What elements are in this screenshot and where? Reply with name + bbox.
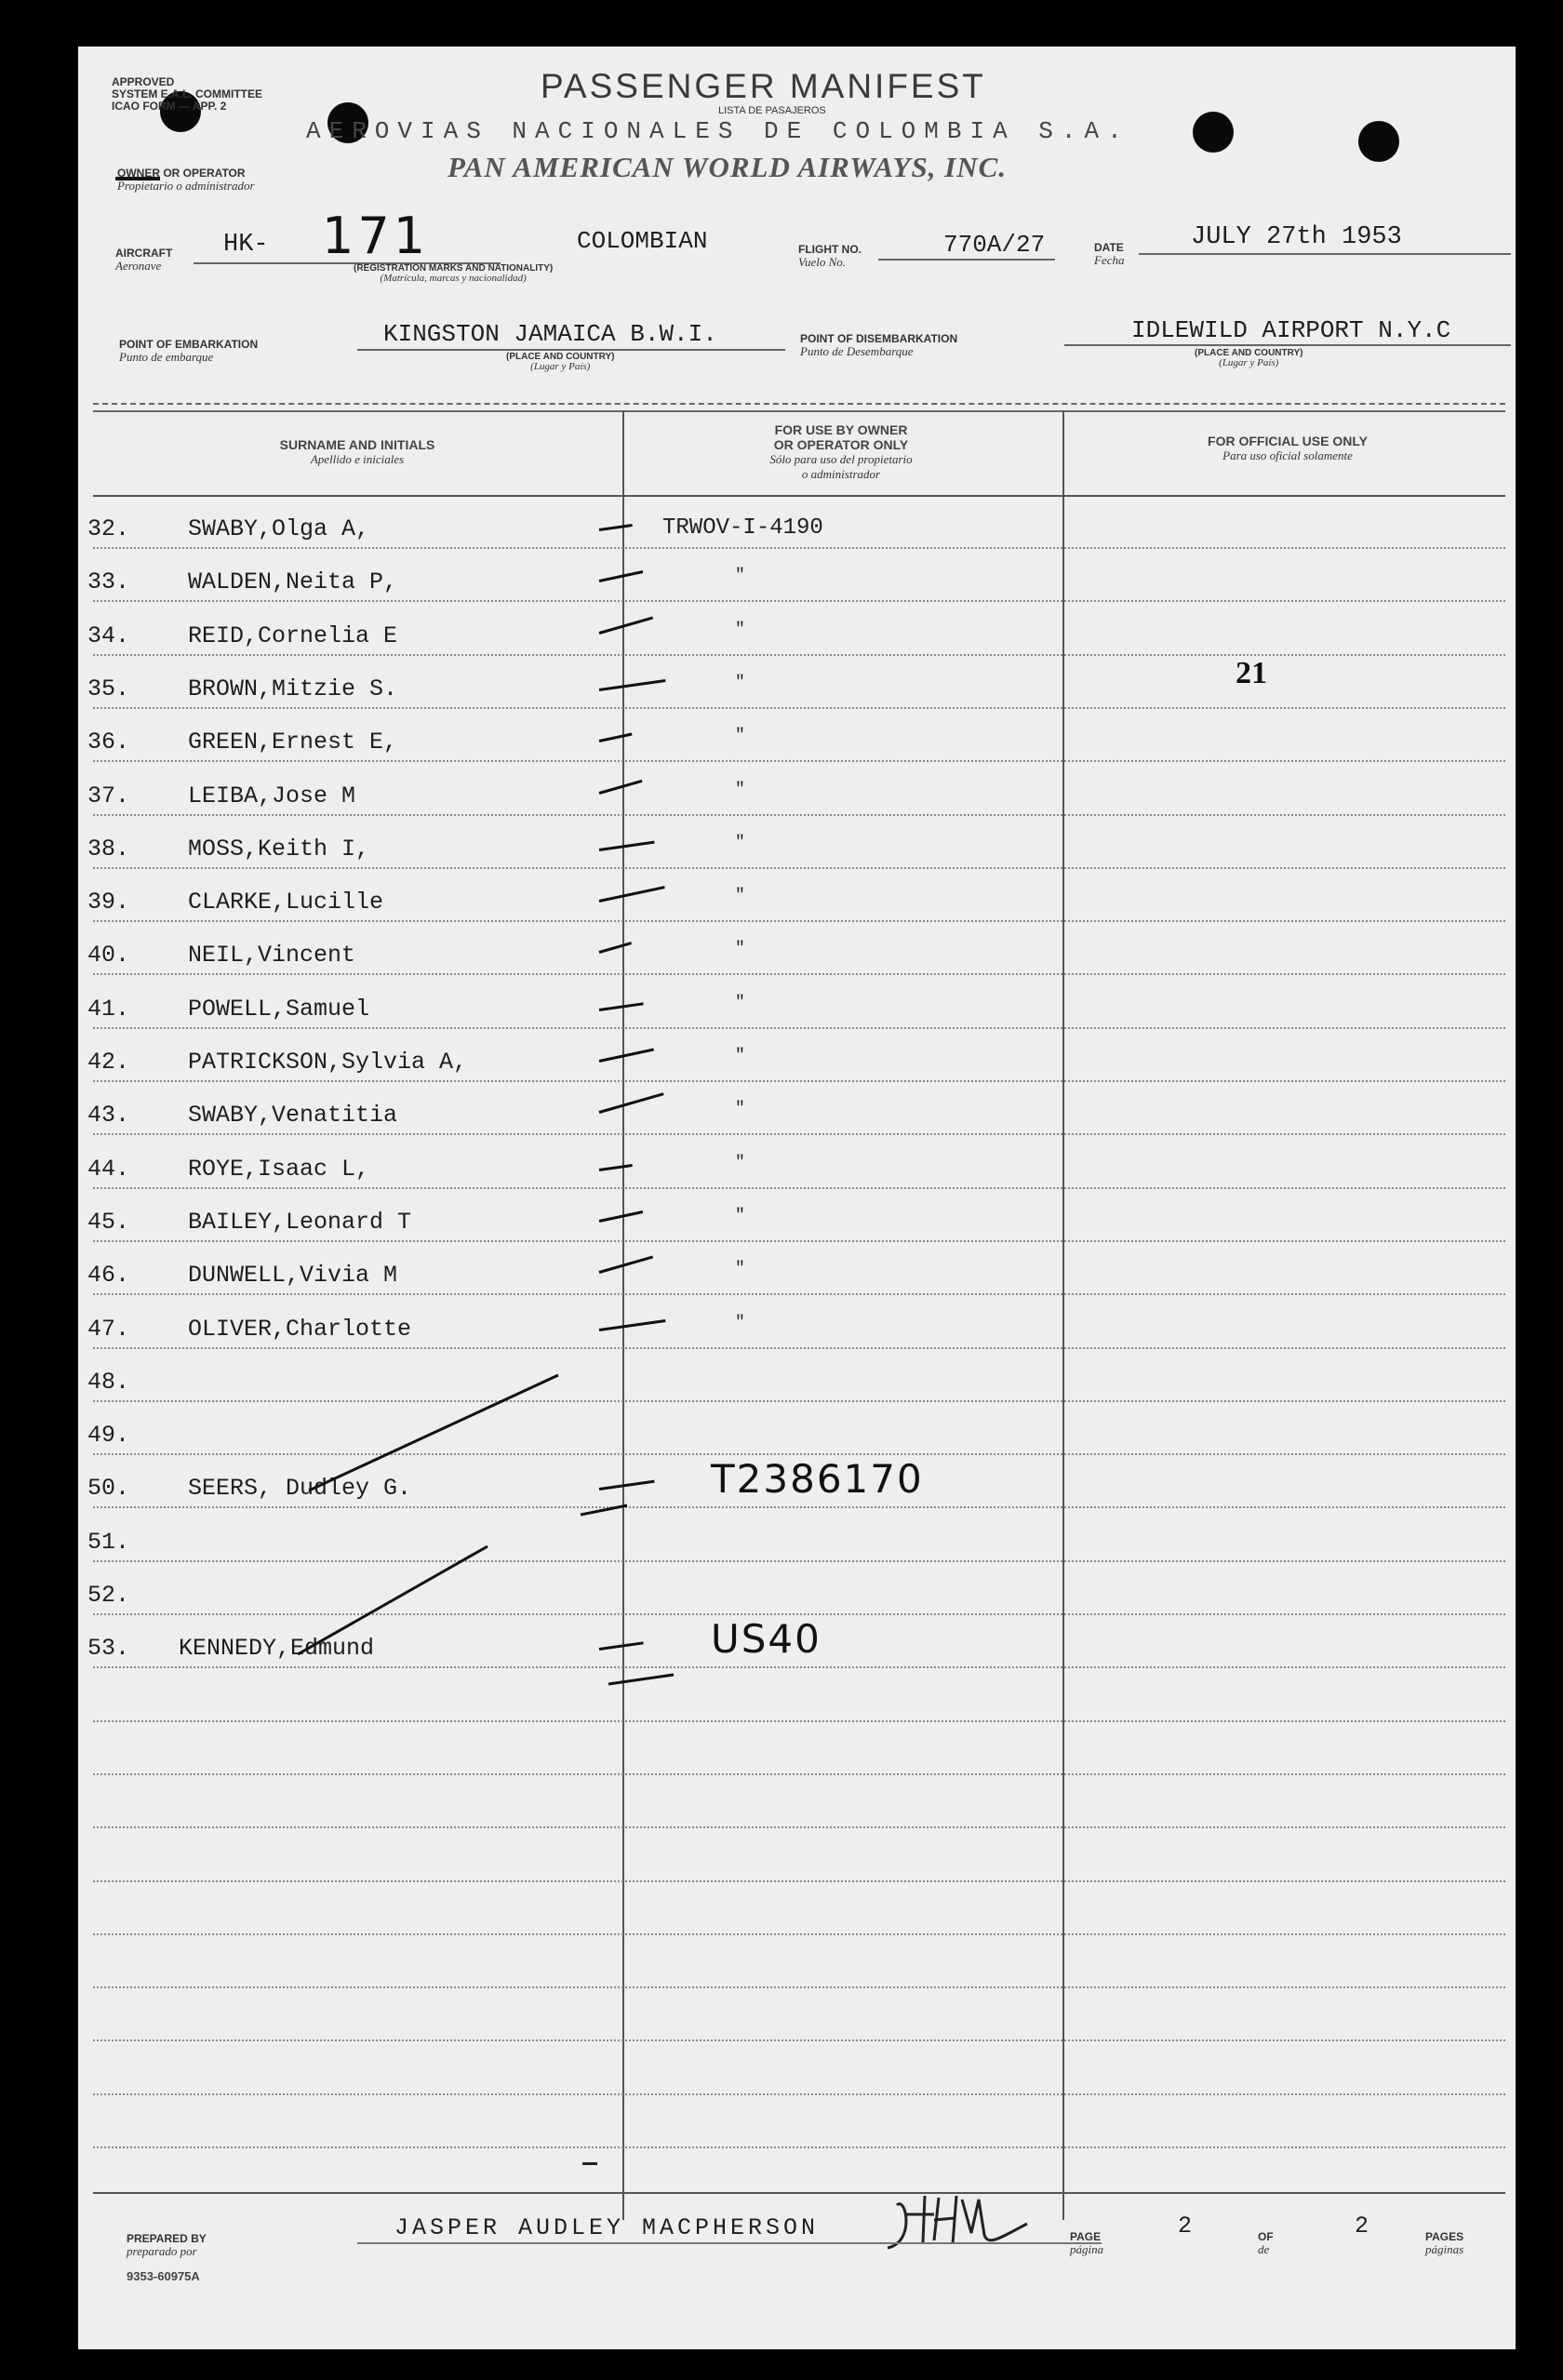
column-header-owner-text: FOR USE BY OWNER: [774, 422, 908, 437]
row-number: 51.: [87, 1529, 130, 1556]
row-number: 32.: [87, 515, 130, 542]
row-number: 50.: [87, 1475, 130, 1502]
owner-reference: ": [735, 940, 745, 958]
passenger-name: SWABY,Venatitia: [188, 1102, 398, 1129]
owner-reference: ": [735, 887, 745, 905]
passenger-name: BROWN,Mitzie S.: [188, 675, 398, 702]
approval-line: APPROVED: [112, 75, 175, 88]
aircraft-label-es: Aeronave: [115, 259, 162, 273]
manifest-title: PASSENGER MANIFEST: [541, 67, 986, 105]
airline-stamp: PAN AMERICAN WORLD AIRWAYS, INC.: [448, 151, 1008, 183]
registration-caption-es: (Matrícula, marcas y nacionalidad): [380, 273, 527, 284]
prepared-label-block: [127, 2233, 207, 2257]
tick-mark: [581, 1505, 627, 1515]
passenger-name: DUNWELL,Vivia M: [188, 1262, 398, 1289]
page-total: 2: [1355, 2213, 1369, 2240]
passenger-name: NEIL,Vincent: [188, 942, 356, 969]
of-label-es: de: [1258, 2242, 1270, 2256]
owner-label: OWNER OR OPERATOR: [117, 167, 246, 180]
row-number: 44.: [87, 1156, 130, 1183]
embark-label: POINT OF EMBARKATION: [119, 338, 259, 351]
passenger-name: MOSS,Keith I,: [188, 836, 370, 862]
row-number: 37.: [87, 782, 130, 809]
place-caption: (PLACE AND COUNTRY): [1195, 348, 1303, 358]
stray-mark: [582, 2162, 597, 2165]
row-number: 34.: [87, 622, 130, 649]
aircraft-label: AIRCRAFT: [115, 247, 173, 260]
passenger-name: SWABY,Olga A,: [188, 515, 370, 542]
owner-reference: ": [735, 1260, 745, 1278]
row-number: 39.: [87, 889, 130, 916]
owner-reference: TRWOV-I-4190: [662, 515, 823, 541]
row-number: 52.: [87, 1582, 130, 1609]
owner-reference: ": [735, 834, 745, 852]
place-caption-es: (Lugar y País): [1219, 357, 1279, 368]
nationality: COLOMBIAN: [577, 227, 708, 255]
strike-line: [298, 1546, 488, 1654]
of-label-block: [1258, 2231, 1274, 2255]
passenger-name: GREEN,Ernest E,: [188, 729, 398, 755]
aircraft-prefix: HK-: [223, 231, 269, 259]
owner-reference: ": [735, 994, 745, 1012]
date-label-es: Fecha: [1094, 253, 1125, 267]
disembarkation-point: IDLEWILD AIRPORT N.Y.C: [1131, 316, 1451, 344]
column-header-owner-es: o administrador: [801, 467, 881, 481]
row-number: 38.: [87, 836, 130, 862]
tick-mark: [608, 1675, 674, 1684]
embarkation-point: KINGSTON JAMAICA B.W.I.: [383, 320, 717, 348]
prepared-underline: [357, 2242, 1102, 2244]
owner-reference: ": [735, 1314, 745, 1332]
prepared-label: PREPARED BY: [127, 2232, 207, 2245]
owner-reference: T2386170: [711, 1456, 924, 1502]
owner-reference: ": [735, 674, 745, 692]
row-number: 47.: [87, 1316, 130, 1343]
column-header-owner-text: OR OPERATOR ONLY: [773, 437, 909, 452]
page-label-block: [1070, 2231, 1103, 2255]
row-number: 49.: [87, 1422, 130, 1449]
passenger-name: OLIVER,Charlotte: [188, 1316, 412, 1343]
airline-typed-name: AEROVIAS NACIONALES DE COLOMBIA S.A.: [306, 117, 1130, 145]
row-number: 48.: [87, 1369, 130, 1396]
column-header-official-es: Para uso oficial solamente: [1222, 448, 1353, 462]
row-number: 45.: [87, 1209, 130, 1236]
pages-label: PAGES: [1425, 2230, 1464, 2243]
page-label: PAGE: [1070, 2230, 1102, 2243]
column-header-surname-text: SURNAME AND INITIALS: [279, 437, 435, 452]
place-caption-es: (Lugar y País): [530, 361, 591, 372]
owner-reference: ": [735, 1100, 745, 1118]
approval-line: SYSTEM E.A.L. COMMITTEE: [112, 87, 263, 100]
approval-line: ICAO FORM — APP. 2: [112, 100, 227, 113]
column-header-owner-es: Sólo para uso del propietario: [769, 452, 913, 466]
prepared-by-name: JASPER AUDLEY MACPHERSON: [394, 2214, 820, 2241]
owner-label-es: Propietario o administrador: [117, 179, 255, 193]
flight-number: 770A/27: [943, 231, 1046, 259]
owner-reference: ": [735, 567, 745, 585]
owner-reference: ": [735, 781, 745, 799]
manifest-subtitle: LISTA DE PASAJEROS: [718, 105, 826, 116]
row-number: 41.: [87, 996, 130, 1023]
column-header-surname-es: Apellido e iniciales: [310, 452, 405, 466]
disembark-label-es: Punto de Desembarque: [800, 344, 914, 358]
preparer-signature: [869, 2186, 1092, 2261]
passenger-name: ROYE,Isaac L,: [188, 1156, 370, 1183]
flight-date: JULY 27th 1953: [1191, 223, 1402, 251]
owner-reference: ": [735, 1207, 745, 1225]
row-number: 53.: [87, 1635, 130, 1662]
date-label: DATE: [1094, 241, 1124, 254]
of-label: OF: [1258, 2230, 1274, 2243]
aircraft-number: 171: [322, 207, 430, 265]
pages-label-block: [1425, 2231, 1463, 2255]
owner-reference: ": [735, 1154, 745, 1172]
row-number: 40.: [87, 942, 130, 969]
place-caption: (PLACE AND COUNTRY): [506, 352, 615, 362]
prepared-label-es: preparado por: [127, 2244, 197, 2258]
passenger-name: WALDEN,Neita P,: [188, 568, 398, 595]
passenger-name: PATRICKSON,Sylvia A,: [188, 1049, 468, 1076]
column-header-official-text: FOR OFFICIAL USE ONLY: [1208, 434, 1368, 448]
row-number: 36.: [87, 729, 130, 755]
passenger-name: SEERS, Dudley G.: [188, 1475, 412, 1502]
owner-reference: ": [735, 621, 745, 639]
passenger-name: KENNEDY,Edmund: [179, 1635, 375, 1662]
page-number: 2: [1178, 2213, 1193, 2240]
flight-label: FLIGHT NO.: [798, 243, 862, 256]
form-code: 9353-60975A: [127, 2269, 200, 2283]
disembark-label: POINT OF DISEMBARKATION: [800, 332, 958, 345]
owner-reference: ": [735, 1047, 745, 1065]
page-label-es: página: [1070, 2242, 1104, 2256]
row-number: 46.: [87, 1262, 130, 1289]
official-count: 21: [1236, 656, 1267, 690]
embark-label-es: Punto de embarque: [119, 350, 214, 364]
owner-reference: ": [735, 727, 745, 745]
passenger-name: LEIBA,Jose M: [188, 782, 356, 809]
passenger-name: POWELL,Samuel: [188, 996, 370, 1023]
passenger-name: BAILEY,Leonard T: [188, 1209, 412, 1236]
row-number: 43.: [87, 1102, 130, 1129]
row-number: 35.: [87, 675, 130, 702]
strike-line: [309, 1375, 558, 1491]
handwritten-strikes: [78, 47, 1516, 2349]
registration-caption-text: (REGISTRATION MARKS AND NATIONALITY): [354, 263, 554, 274]
row-number: 33.: [87, 568, 130, 595]
owner-reference: US40: [711, 1616, 822, 1662]
manifest-sheet: [78, 47, 1516, 2349]
pages-label-es: páginas: [1425, 2242, 1464, 2256]
row-number: 42.: [87, 1049, 130, 1076]
passenger-name: CLARKE,Lucille: [188, 889, 384, 916]
passenger-name: REID,Cornelia E: [188, 622, 398, 649]
flight-label-es: Vuelo No.: [798, 255, 847, 269]
